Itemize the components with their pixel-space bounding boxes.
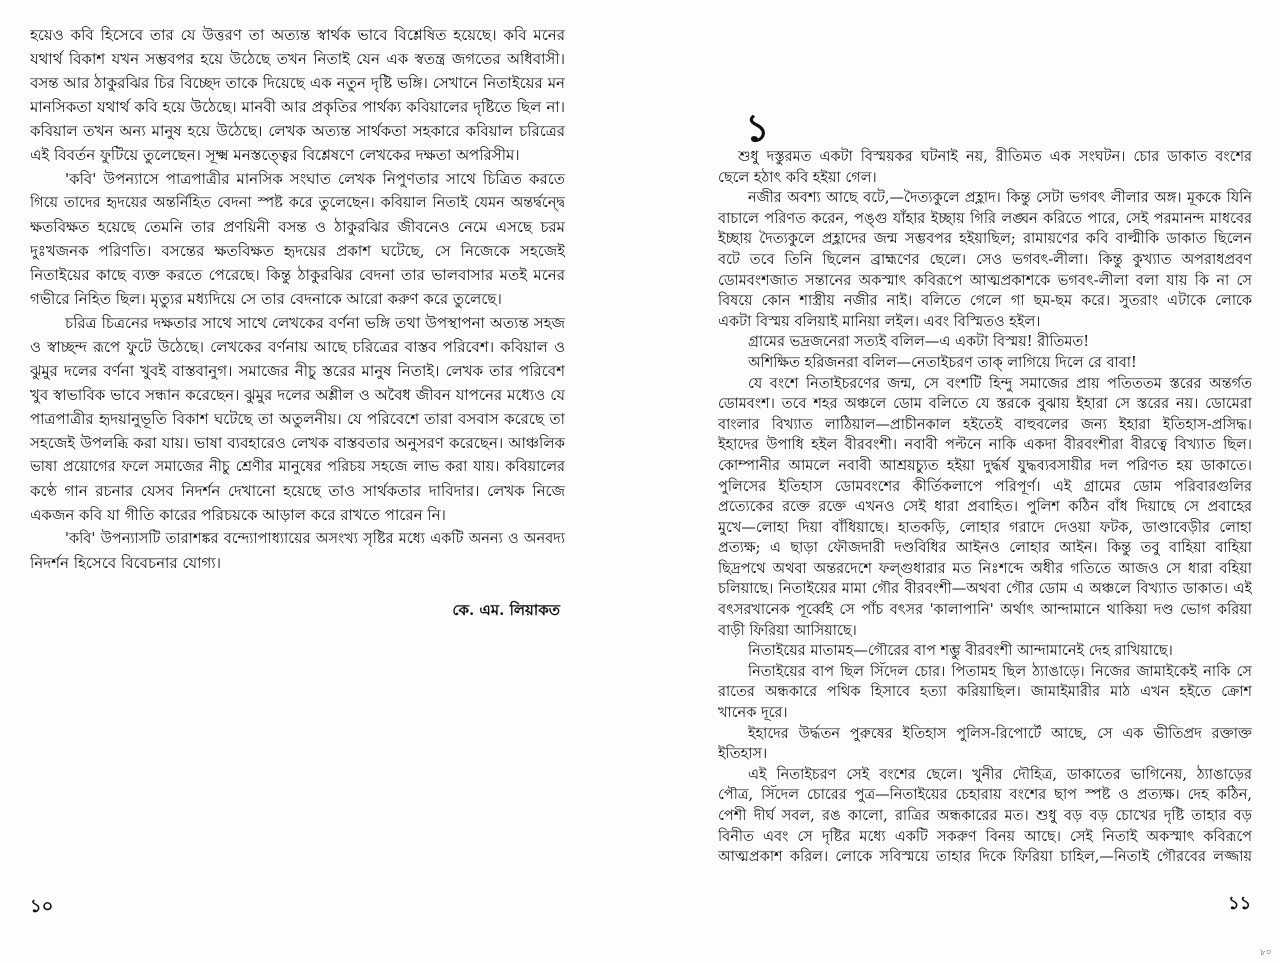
text-line: নিতাইয়ের মাতামহ—গৌরের বাপ শম্ভু বীরবংশী আন্দামানেই দেহ রাখিয়াছে।: [748, 643, 1173, 660]
text-line: নজীর অবশ্য আছে বটে,—দৈত্যকুলে প্রহ্লাদ। কিন্তু সেটা ভগবৎ লীলার অঙ্গ। মূককে যিনি: [748, 190, 1252, 207]
paragraph: [718, 641, 1252, 662]
text-line: গ্রামের ভদ্রজনেরা সত্যই বলিল—এ একটা বিস্ময়! রীতিমত!: [748, 334, 1090, 351]
paragraph: [718, 353, 1252, 374]
text-line: ছিদ্রপথে অথবা অন্তরদেশে ফল্গুধারার মত নিঃশব্দে অধীর গতিতে আজও সে ধারা বহিয়া: [718, 560, 1252, 577]
page-number: ১০: [30, 896, 54, 917]
text-line: প্রত্যেকের রক্তে রক্তে এখনও সেই ধারা প্রবাহিত। পুলিশ কঠিন বাঁধ দিয়াছে সে প্রবাহের: [718, 499, 1252, 516]
text-line: ইতিহাস।: [718, 746, 768, 763]
paragraph: [718, 724, 1252, 765]
text-line: দুঃখজনক পরিণতি। বসন্তের ক্ষতবিক্ষত হৃদয়ের প্রকাশ ঘটেছে, সে নিজেকে সহজেই: [30, 242, 565, 260]
text-line: পাত্রপাত্রীর হৃদয়ানুভূতি বিকাশ ঘটেছে তা অতুলনীয়। যে পরিবেশে তারা বসবাস করেছে তা: [30, 410, 565, 428]
text-line: ও স্বাচ্ছন্দ রূপে ফুটে উঠেছে। লেখকের বর্ণনায় আছে চরিত্রের বাস্তব পরিবেশ। কবিয়াল ও: [30, 338, 565, 356]
text-line: রাতের অন্ধকারে পথিক হিসাবে হত্যা করিয়াছিল। জামাইমারীর মাঠ এখন হইতে ক্রোশ: [718, 684, 1252, 701]
author-signature: কে. এম. লিয়াকত: [452, 601, 560, 619]
text-line: ডোমবংশ। তবে শহর অঞ্চলে ডোম বলিতে যে স্তরকে বুঝায় ইহারা সে স্তরের নয়। ডোমেরা: [718, 396, 1252, 413]
corner-mark: ৮০: [1260, 948, 1272, 958]
paragraph: [718, 332, 1252, 353]
text-line: মানসিকতা যথার্থ কবি হয়ে উঠেছে। মানবী আর প্রকৃতির পার্থক্য কবিয়ালের দৃষ্টিতে ছিল না।: [30, 98, 565, 116]
paragraph: [718, 374, 1252, 642]
text-line: ইহাদের উর্দ্ধতন পুরুষের ইতিহাস পুলিস-রিপোর্টে আছে, সে এক ভীতিপ্রদ রক্তাক্ত: [748, 725, 1252, 742]
text-line: বাচালে পরিণত করেন, পঙ্গু যাঁহার ইচ্ছায় গিরি লঙ্ঘন করিতে পারে, সেই পরমানন্দ মাধবের: [718, 210, 1252, 227]
text-line: চলিয়াছে। নিতাইয়ের মামা গৌর বীরবংশী—অথবা গৌর ডোম এ অঞ্চলে বিখ্যাত ডাকাত। এই: [718, 581, 1252, 598]
paragraph: [718, 188, 1252, 332]
text-line: খানেক দূরে।: [718, 705, 788, 722]
text-line: পৌত্র, সিঁদেল চোরের পুত্র—নিতাইয়ের চেহারায় বংশের ছাপ স্পষ্ট ও প্রত্যক্ষ। দেহ কঠিন,: [718, 787, 1252, 804]
text-line: যথার্থ বিকাশ যখন সম্ভবপর হয়ে উঠেছে তখন নিতাই যেন এক স্বতন্ত্র জগতের অধিবাসী।: [30, 50, 565, 68]
text-line: 'কবি' উপন্যাসটি তারাশঙ্কর বন্দ্যোপাধ্যায়ের অসংখ্য সৃষ্টির মধ্যে একটি অনন্য ও অনবদ্য: [65, 531, 565, 547]
left-page-text: [30, 23, 565, 575]
text-line: বাংলার বিখ্যাত লাঠিয়াল—প্রাচীনকাল হইতেই বাহুবলের জন্য ইহারা ইতিহাস-প্রসিদ্ধ।: [718, 416, 1252, 433]
text-line: গিয়ে তাদের হৃদয়ের অন্তর্নিহিত বেদনা স্পষ্ট করে তুলেছেন। কবিয়াল নিতাই যেমন অন্তর্দ্বন্দ্বে: [30, 195, 565, 211]
text-line: যে বংশে নিতাইচরণের জন্ম, সে বংশটি হিন্দু সমাজের প্রায় পতিততম স্তরের অন্তর্গত: [748, 375, 1252, 392]
text-line: ইহাদের উপাধি হইল বীরবংশী। নবাবী পল্টনে নাকি একদা বীরবংশীরা বীরত্বে বিখ্যাত ছিল।: [718, 437, 1252, 454]
text-line: বটে তবে তিনি ছিলেন ব্রাহ্মণের ছেলে। সেও ভগবৎ-লীলা। কিন্তু কুখ্যাত অপরাধপ্রবণ: [718, 251, 1252, 268]
text-line: কবিয়াল তখন অন্য মানুষ হয়ে উঠেছে। লেখক অত্যন্ত সার্থকতা সহকারে কবিয়াল চরিত্রের: [30, 122, 565, 140]
paragraph: [30, 311, 565, 527]
paragraph: [30, 167, 565, 311]
paragraph: [718, 765, 1252, 868]
text-line: বৎসরখানেক পূর্ব্বেই সে পাঁচ বৎসর 'কালাপানি' অর্থাৎ আন্দামানে থাকিয়া দণ্ড ভোগ করিয়া: [718, 602, 1252, 619]
text-line: খুব স্বাভাবিক ভাবে সন্ধান করেছেন। ঝুমুর দলের অশ্লীল ও অবৈধ জীবন যাপনের মধ্যেও যে: [30, 386, 565, 404]
text-line: চরিত্র চিত্রনের দক্ষতার সাথে সাথে লেখকের বর্ণনা ভঙ্গি তথা উপস্থাপনা অত্যন্ত সহজ: [65, 314, 565, 332]
text-line: এই বিবর্তন ফুটিয়ে তুলেছেন। সূক্ষ্ম মনস্তত্ত্বের বিশ্লেষণে লেখকের দক্ষতা অপরিসীম।: [30, 146, 520, 164]
text-line: ভাষা প্রয়োগের ফলে সমাজের নীচু শ্রেণীর মানুষের পরিচয় সহজে লাভ করা যায়। কবিয়ালের: [30, 459, 565, 475]
text-line: বিষয়ে কোন শাস্ত্রীয় নজীর নাই। বলিতে গেলে গা ছম-ছম করে। সুতরাং এটাকে লোকে: [718, 293, 1252, 310]
text-line: অশিক্ষিত হরিজনরা বলিল—নেতাইচরণ তাক্ লাগিয়ে দিলে রে বাবা!: [748, 354, 1137, 371]
text-line: ইচ্ছায় দৈত্যকুলে প্রহ্লাদের জন্ম সম্ভবপর হইয়াছিল; রামায়ণের কবি বাল্মীকি ডাকাত ছিলেন: [718, 231, 1252, 248]
text-line: আত্মপ্রকাশ করিল। লোকে সবিস্ময়ে তাহার দিকে ফিরিয়া চাহিল,—নিতাই গৌরবের লজ্জায়: [718, 849, 1252, 866]
text-line: সহজেই উপলব্ধি করা যায়। ভাষা ব্যবহারেও লেখক বাস্তবতার অনুসরণ করেছেন। আঞ্চলিক: [30, 434, 565, 452]
text-line: হয়েও কবি হিসেবে তার যে উত্তরণ তা অত্যন্ত স্বার্থক ভাবে বিশ্লেষিত হয়েছে। কবি মনের: [30, 26, 565, 44]
text-line: নিতাইয়ের বাপ ছিল সিঁদেল চোর। পিতামহ ছিল ঠ্যাঙাড়ে। নিজের জামাইকেই নাকি সে: [748, 663, 1252, 680]
text-line: ডোমবংশজাত সন্তানের অকস্মাৎ কবিরূপে আত্মপ্রকাশকে ভগবৎ-লীলা বলা যায় কি না সে: [718, 272, 1252, 289]
text-line: নিতাইয়ের কাছে ব্যক্ত করতে পেরেছে। কিন্তু ঠাকুরঝির বেদনা তার ভালবাসার মতই মনের: [30, 266, 565, 284]
paragraph: [718, 662, 1252, 724]
text-line: প্রত্যক্ষ; এ ছাড়া ফৌজদারী দণ্ডবিধির আইনও লোহার আইন। কিন্তু তবু বাহিয়া বাহিয়া: [718, 540, 1252, 557]
text-line: নিদর্শন হিসেবে বিবেচনার যোগ্য।: [30, 554, 222, 572]
text-line: ক্ষতবিক্ষত হয়েছে তেমনি তার প্রণয়িনী বসন্ত ও ঠাকুরঝির জীবনেও নেমে এসছে চরম: [30, 218, 565, 236]
text-line: ঝুমুর দলের বর্ণনা খুবই বাস্তবানুগ। সমাজের নীচু স্তরের মানুষ নিতাই। লেখক তার পরিবেশ: [30, 362, 565, 380]
text-line: ছেলে হঠাৎ কবি হইয়া গেল।: [718, 169, 877, 186]
paragraph: [30, 23, 565, 167]
text-line: কণ্ঠে গান রচনার যেসব নিদর্শন দেখানো হয়েছে তাও সার্থকতার দাবিদার। লেখক নিজে: [30, 482, 565, 500]
page-number: ১১: [1228, 893, 1252, 914]
text-line: শুধু দস্তুরমত একটা বিস্ময়কর ঘটনাই নয়, রীতিমত এক সংঘটন। চোর ডাকাত বংশের: [738, 149, 1252, 165]
text-line: মুখে—লোহা দিয়া বাঁধিয়াছে। হাতকড়ি, লোহার গরাদে দেওয়া ফটক, ডাণ্ডাবেড়ীর লোহা: [718, 519, 1252, 536]
text-line: বাড়ী ফিরিয়া আসিয়াছে।: [718, 622, 857, 639]
chapter-number: ১: [745, 105, 770, 150]
paragraph: [718, 147, 1252, 188]
text-line: গভীরে নিহিত ছিল। মৃত্যুর মধ্যদিয়ে সে তার বেদনাকে আরো করুণ করে তুলেছে।: [30, 290, 502, 308]
right-page-text: [718, 147, 1252, 868]
text-line: বিনীত এবং সে দৃষ্টির মধ্যে একটি সকরুণ বিনয় আছে। সেই নিতাই অকস্মাৎ কবিরূপে: [718, 828, 1252, 845]
text-line: একজন কবি যা গীতি কারের পরিচয়কে আড়াল করে রাখতে পারেন নি।: [30, 506, 446, 524]
text-line: একটা বিস্ময় বলিয়াই মানিয়া লইল। এবং বিস্মিতও হইল।: [718, 313, 1041, 330]
paragraph: [30, 527, 565, 575]
text-line: 'কবি' উপন্যাসে পাত্রপাত্রীর মানসিক সংঘাত লেখক নিপুণতার সাথে চিত্রিত করতে: [65, 170, 565, 188]
text-line: কোম্পানীর আমলে নবাবী আশ্রয়চ্যুত হইয়া দুর্দ্ধর্ষ যুদ্ধব্যবসায়ীর দল পরিণত হয় ডাকাতে।: [718, 457, 1252, 474]
text-line: পেশী দীর্ঘ সবল, রঙ কালো, রাত্রির অন্ধকারের মত। শুধু বড় বড় চোখের দৃষ্টি তাহার বড়: [718, 808, 1252, 824]
text-line: বসন্ত আর ঠাকুরঝির চির বিচ্ছেদ তাকে দিয়েছে এক নতুন দৃষ্টি ভঙ্গি। সেখানে নিতাইয়ের মন: [30, 74, 565, 92]
text-line: পুলিসের ইতিহাস ডোমবংশের কীর্তিকলাপে পরিপূর্ণ। এই গ্রামের ডোম পরিবারগুলির: [718, 478, 1252, 495]
text-line: এই নিতাইচরণ সেই বংশের ছেলে। খুনীর দৌহিত্র, ডাকাতের ভাগিনেয়, ঠ্যাঙাড়ের: [748, 766, 1252, 783]
